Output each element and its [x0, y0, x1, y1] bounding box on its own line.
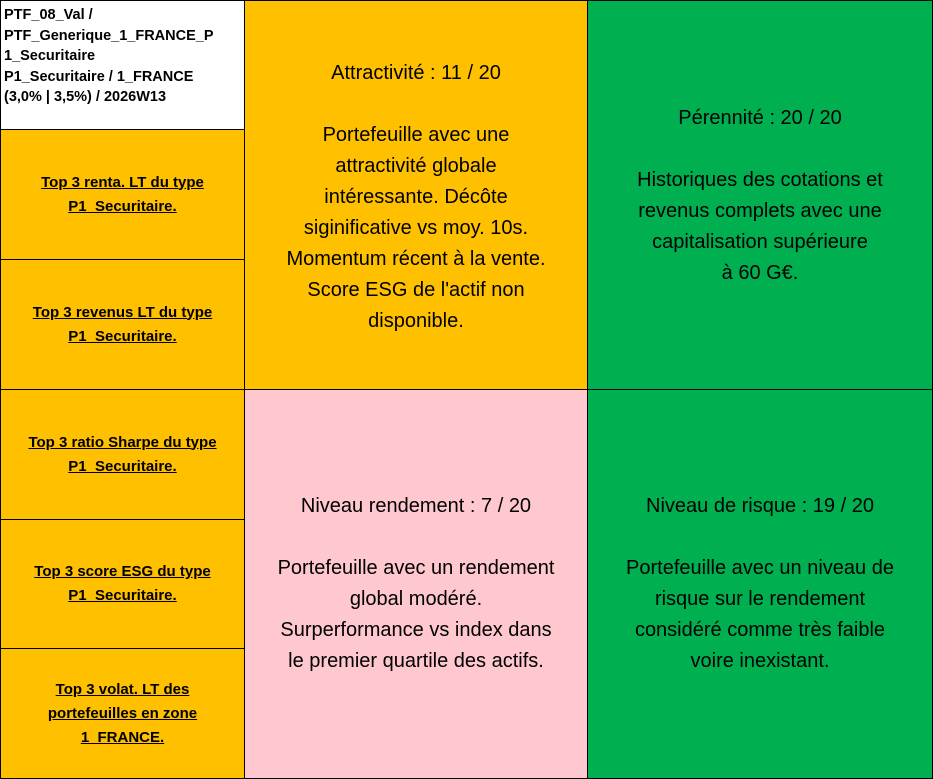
description-line: voire inexistant. [690, 650, 830, 672]
portfolio-title-cell [0, 0, 245, 130]
risque-description [626, 553, 894, 677]
top3-renta-link[interactable] [41, 171, 204, 219]
link-line: portefeuilles en zone [47, 704, 198, 722]
description-line: risque sur le rendement [654, 588, 866, 610]
description-line: siginificative vs moy. 10s. [303, 217, 529, 239]
link-line: P1_Securitaire. [68, 197, 177, 215]
top3-esg-cell [0, 519, 245, 649]
perennite-description [637, 165, 883, 289]
rendement-description [278, 553, 555, 677]
link-line: P1_Securitaire. [68, 587, 177, 604]
portfolio-title-line: (3,0% | 3,5%) / 2026W13 [4, 89, 167, 105]
description-line: Historiques des cotations et [637, 169, 883, 191]
portfolio-title-line: PTF_08_Val / [4, 7, 93, 23]
top3-sharpe-cell [0, 389, 245, 520]
description-line: attractivité globale [335, 155, 497, 177]
top3-sharpe-link[interactable] [28, 431, 216, 479]
top3-revenus-cell [0, 259, 245, 390]
description-line: Portefeuille avec une [322, 124, 510, 146]
description-line: Portefeuille avec un rendement [277, 557, 555, 579]
link-line: Top 3 score ESG du type [34, 563, 211, 580]
attractivite-description [286, 120, 545, 337]
portfolio-title-line: 1_Securitaire [4, 48, 96, 64]
description-line: Momentum récent à la vente. [286, 248, 546, 270]
link-line: Top 3 revenus LT du type [32, 303, 213, 321]
risque-panel [587, 389, 933, 779]
link-line: Top 3 ratio Sharpe du type [28, 433, 217, 451]
perennite-panel [587, 0, 933, 390]
top3-revenus-link[interactable] [33, 301, 212, 349]
description-line: considéré comme très faible [634, 619, 886, 641]
description-line: Surperformance vs index dans [280, 619, 552, 641]
description-line: disponible. [368, 310, 464, 332]
description-line: à 60 G€. [721, 262, 799, 284]
top3-renta-cell [0, 129, 245, 260]
top3-volat-link[interactable] [48, 678, 197, 750]
description-line: Portefeuille avec un niveau de [626, 557, 894, 579]
attractivite-heading: Attractivité : 11 / 20 [331, 62, 501, 84]
description-line: revenus complets avec une [638, 200, 882, 222]
link-line: P1_Securitaire. [68, 327, 177, 345]
perennite-heading: Pérennité : 20 / 20 [678, 107, 842, 129]
description-line: intéressante. Décôte [324, 186, 508, 208]
top3-volat-cell [0, 648, 245, 779]
description-line: Score ESG de l'actif non [307, 279, 525, 301]
rendement-heading: Niveau rendement : 7 / 20 [300, 495, 532, 517]
link-line: P1_Securitaire. [68, 457, 177, 475]
portfolio-title-line: P1_Securitaire / 1_FRANCE [4, 68, 194, 85]
description-line: global modéré. [349, 588, 483, 610]
link-line: 1_FRANCE. [80, 728, 165, 746]
attractivite-panel [244, 0, 588, 390]
link-line: Top 3 volat. LT des [55, 680, 190, 698]
top3-esg-link[interactable] [34, 560, 210, 608]
description-line: capitalisation supérieure [652, 231, 868, 253]
rendement-panel [244, 389, 588, 779]
link-line: Top 3 renta. LT du type [41, 173, 204, 191]
description-line: le premier quartile des actifs. [288, 650, 544, 672]
risque-heading: Niveau de risque : 19 / 20 [646, 495, 874, 517]
portfolio-title-line: PTF_Generique_1_FRANCE_P [4, 27, 214, 44]
